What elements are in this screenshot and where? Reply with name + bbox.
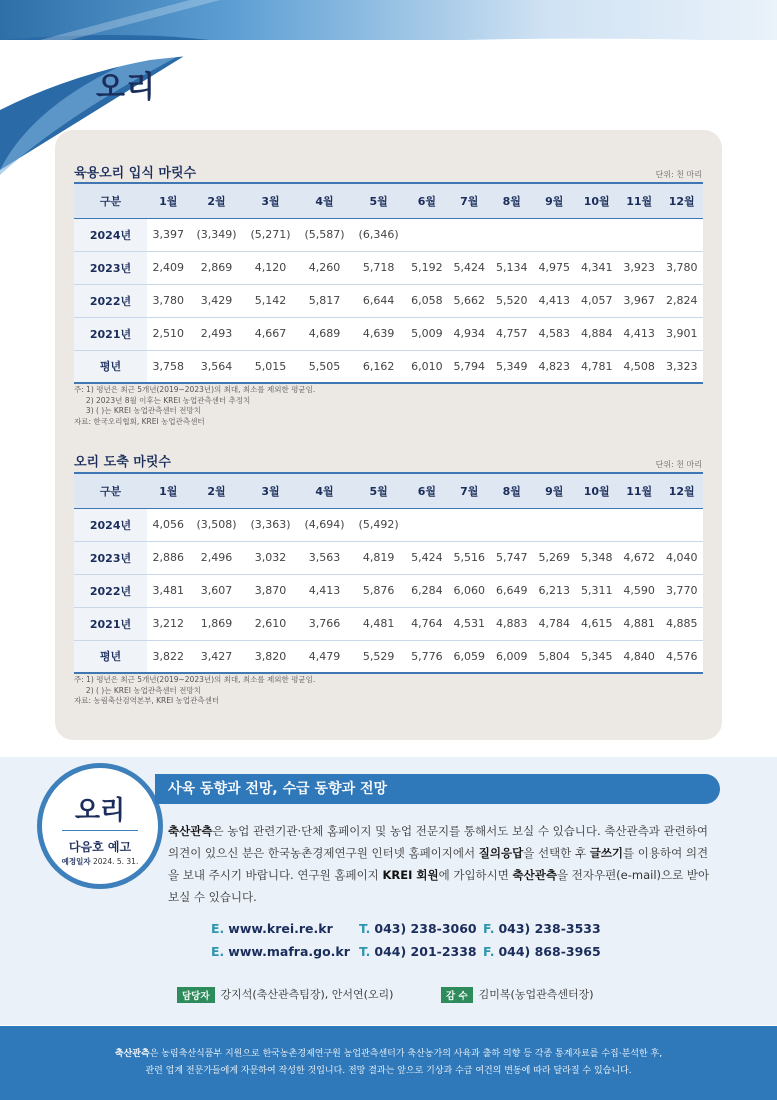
badge-title: 오리 [74, 796, 126, 826]
table-cell: 4,819 [352, 541, 406, 574]
table2-notes [74, 675, 315, 707]
header-month: 3월 [244, 473, 298, 508]
table-cell: 4,508 [618, 350, 660, 383]
table-cell: 5,349 [491, 350, 533, 383]
table-cell: 4,479 [298, 640, 352, 673]
table-cell: 5,269 [533, 541, 575, 574]
manager-info [177, 986, 393, 1003]
table-cell: 2,824 [660, 284, 703, 317]
para-text-3: 를 이용하여 의견을 보내 주시기 바랍니다. 연구원 홈페이지 [168, 846, 709, 882]
email-key: E. [211, 944, 225, 959]
table-cell: 6,009 [491, 640, 533, 673]
table-cell: 5,134 [491, 251, 533, 284]
table-header-row [74, 183, 703, 218]
header-month: 5월 [352, 183, 406, 218]
manager-tag: 담당자 [177, 987, 215, 1003]
table-cell: 3,429 [189, 284, 243, 317]
table-cell [575, 218, 617, 251]
table-cell: 4,583 [533, 317, 575, 350]
table-cell: 2,869 [189, 251, 243, 284]
duck-stocking-table [74, 182, 703, 384]
header-month: 7월 [448, 473, 490, 508]
row-label: 2022년 [74, 284, 147, 317]
header-month: 5월 [352, 473, 406, 508]
table-cell: 5,348 [575, 541, 617, 574]
table-cell: 3,820 [244, 640, 298, 673]
website-link[interactable] [211, 944, 361, 959]
row-label: 2024년 [74, 508, 147, 541]
table-cell: (3,363) [244, 508, 298, 541]
table-cell: 3,766 [298, 607, 352, 640]
table-cell: 5,529 [352, 640, 406, 673]
table-cell: 2,496 [189, 541, 243, 574]
note-line: 3) ( )는 KREI 농업관측센터 전망치 [74, 406, 201, 415]
table-cell: 3,427 [189, 640, 243, 673]
para-bold-2: 질의응답 [478, 846, 524, 860]
header-month: 10월 [575, 183, 617, 218]
fax-key: F. [483, 944, 495, 959]
table-cell: 4,413 [618, 317, 660, 350]
section-bar-title: 사육 동향과 전망, 수급 동향과 전망 [155, 774, 720, 804]
table-cell: 3,032 [244, 541, 298, 574]
table-cell: 3,780 [660, 251, 703, 284]
header-month: 1월 [147, 473, 189, 508]
footer-line-1 [0, 1046, 777, 1063]
table-cell: 5,804 [533, 640, 575, 673]
table-cell: 5,747 [491, 541, 533, 574]
table-cell: 3,967 [618, 284, 660, 317]
note-line: 자료: 농림축산검역본부, KREI 농업관측센터 [74, 696, 220, 705]
table-cell: 6,059 [448, 640, 490, 673]
table-cell: 2,493 [189, 317, 243, 350]
table-cell: 4,040 [660, 541, 703, 574]
table-row [74, 640, 703, 673]
table-cell: 5,311 [575, 574, 617, 607]
row-label: 2024년 [74, 218, 147, 251]
table-cell: (3,349) [189, 218, 243, 251]
header-month: 9월 [533, 473, 575, 508]
table-cell: 5,817 [298, 284, 352, 317]
table-cell: 4,056 [147, 508, 189, 541]
table-cell: 2,610 [244, 607, 298, 640]
table-cell: 5,345 [575, 640, 617, 673]
table2-title: 오리 도축 마릿수 [74, 455, 171, 470]
info-paragraph [168, 820, 716, 908]
header-month: 2월 [189, 473, 243, 508]
phone-value: 044) 201-2338 [374, 944, 477, 959]
table-cell [406, 218, 448, 251]
table-cell: 4,413 [298, 574, 352, 607]
table-cell: 2,510 [147, 317, 189, 350]
table-cell: 6,644 [352, 284, 406, 317]
table-cell: 4,341 [575, 251, 617, 284]
table-cell [406, 508, 448, 541]
table-cell: 6,060 [448, 574, 490, 607]
header-month: 3월 [244, 183, 298, 218]
table-row [74, 317, 703, 350]
table-row [74, 607, 703, 640]
table-cell: 3,397 [147, 218, 189, 251]
row-label: 2023년 [74, 541, 147, 574]
badge-date-label: 예정일자 [61, 857, 91, 866]
badge-date-value: 2024. 5. 31. [93, 857, 139, 866]
table-cell: 4,639 [352, 317, 406, 350]
para-text-2: 을 선택한 후 [523, 846, 590, 860]
table-cell: 3,563 [298, 541, 352, 574]
row-label: 평년 [74, 350, 147, 383]
badge-divider [62, 830, 138, 831]
header-month: 4월 [298, 183, 352, 218]
table-cell: 4,757 [491, 317, 533, 350]
table-cell: 4,531 [448, 607, 490, 640]
note-line: 2) 2023년 8월 이후는 KREI 농업관측센터 추정치 [74, 395, 251, 405]
table-cell [618, 218, 660, 251]
note-line: 2) ( )는 KREI 농업관측센터 전망치 [74, 685, 201, 695]
phone [359, 921, 489, 936]
table-cell: 6,010 [406, 350, 448, 383]
email-key: E. [211, 921, 225, 936]
footer-notice [0, 1026, 777, 1100]
website-link[interactable] [211, 921, 361, 936]
table-cell: (5,271) [244, 218, 298, 251]
table-cell: 4,840 [618, 640, 660, 673]
table-cell: 5,142 [244, 284, 298, 317]
table-cell: 5,718 [352, 251, 406, 284]
table-cell: (4,694) [298, 508, 352, 541]
table-cell [448, 508, 490, 541]
table-cell [491, 218, 533, 251]
table-cell: 3,822 [147, 640, 189, 673]
table-cell: 6,213 [533, 574, 575, 607]
header-month: 8월 [491, 183, 533, 218]
table-cell: 4,784 [533, 607, 575, 640]
para-text-1: 은 농업 관련기관·단체 홈페이지 및 농업 전문지를 통해서도 보실 수 있습니다. 축산관측과 관련하여 의견이 있으신 분은 한국농촌경제연구원 인터넷 홈페이지에서 [168, 824, 708, 860]
table-cell: 6,162 [352, 350, 406, 383]
table-cell: 4,689 [298, 317, 352, 350]
table-cell: 5,876 [352, 574, 406, 607]
table-cell: 2,409 [147, 251, 189, 284]
row-label: 2023년 [74, 251, 147, 284]
table-cell: 4,781 [575, 350, 617, 383]
table-cell: 3,481 [147, 574, 189, 607]
table-row [74, 350, 703, 383]
header-month: 12월 [660, 183, 703, 218]
table-cell: 3,564 [189, 350, 243, 383]
duck-slaughter-table [74, 472, 703, 674]
footer-text-1: 은 농림축산식품부 지원으로 한국농촌경제연구원 농업관측센터가 축산농가의 사육과 출하 의향 등 각종 통계자료를 수집·분석한 후, [149, 1049, 663, 1059]
para-text-4: 에 가입하시면 [438, 868, 513, 882]
header-month: 11월 [618, 473, 660, 508]
phone [359, 944, 489, 959]
row-label: 평년 [74, 640, 147, 673]
row-label: 2022년 [74, 574, 147, 607]
table-cell: 4,934 [448, 317, 490, 350]
table-cell: 3,780 [147, 284, 189, 317]
table-cell: 3,607 [189, 574, 243, 607]
table-cell: (3,508) [189, 508, 243, 541]
supervisor-tag: 감 수 [441, 987, 473, 1003]
table-cell: 4,667 [244, 317, 298, 350]
phone-key: T. [359, 944, 371, 959]
table-row [74, 508, 703, 541]
website-value: www.mafra.go.kr [228, 944, 350, 959]
table-cell: 3,212 [147, 607, 189, 640]
table-cell: (6,346) [352, 218, 406, 251]
table-cell: 6,649 [491, 574, 533, 607]
footer-line-2: 관련 업계 전문가들에게 자문하여 작성한 것입니다. 전망 결과는 앞으로 기상과 수급 여건의 변동에 따라 달라질 수 있습니다. [145, 1066, 632, 1076]
table-cell: 4,590 [618, 574, 660, 607]
table-cell: (5,492) [352, 508, 406, 541]
para-bold-1: 축산관측 [168, 824, 213, 838]
table-cell [660, 508, 703, 541]
fax-value: 043) 238-3533 [498, 921, 601, 936]
table-cell: 5,776 [406, 640, 448, 673]
table-cell: 5,424 [406, 541, 448, 574]
table-cell: 6,284 [406, 574, 448, 607]
table-cell: 4,823 [533, 350, 575, 383]
manager-names: 강지석(축산관측팀장), 안서연(오리) [220, 988, 394, 1001]
table-cell: (5,587) [298, 218, 352, 251]
para-text-5: 을 전자우편(e-mail)으로 받아 보실 수 있습니다. [168, 868, 710, 904]
table-cell: 5,009 [406, 317, 448, 350]
fax [483, 921, 613, 936]
table-cell: 5,794 [448, 350, 490, 383]
header-category: 구분 [74, 473, 147, 508]
table-cell: 5,424 [448, 251, 490, 284]
table1-notes [74, 385, 315, 427]
table-cell: 4,413 [533, 284, 575, 317]
table-cell [448, 218, 490, 251]
note-line: 주: 1) 평년은 최근 5개년(2019~2023년)의 최대, 최소를 제외한 평균임. [74, 675, 316, 684]
table-cell [491, 508, 533, 541]
table-row [74, 218, 703, 251]
table-cell: 5,192 [406, 251, 448, 284]
badge-date [42, 856, 158, 867]
table-row [74, 251, 703, 284]
table-cell: 4,975 [533, 251, 575, 284]
footer-bold: 축산관측 [114, 1049, 150, 1059]
table-cell: 4,057 [575, 284, 617, 317]
header-month: 11월 [618, 183, 660, 218]
table-cell [618, 508, 660, 541]
table-cell: 4,260 [298, 251, 352, 284]
table-cell: 5,015 [244, 350, 298, 383]
table-cell [533, 218, 575, 251]
table-row [74, 284, 703, 317]
para-bold-4: KREI 회원 [382, 868, 439, 882]
table-cell: 3,923 [618, 251, 660, 284]
table-cell: 4,615 [575, 607, 617, 640]
note-line: 자료: 한국오리협회, KREI 농업관측센터 [74, 416, 205, 426]
header-month: 4월 [298, 473, 352, 508]
header-month: 9월 [533, 183, 575, 218]
phone-value: 043) 238-3060 [374, 921, 477, 936]
table-cell [660, 218, 703, 251]
table-cell [533, 508, 575, 541]
table-cell: 4,881 [618, 607, 660, 640]
table1-unit: 단위: 천 마리 [655, 170, 702, 179]
table-cell [575, 508, 617, 541]
page-title: 오리 [96, 70, 156, 105]
table-cell: 4,481 [352, 607, 406, 640]
table-row [74, 574, 703, 607]
fax [483, 944, 613, 959]
table-cell: 5,662 [448, 284, 490, 317]
header-month: 12월 [660, 473, 703, 508]
fax-key: F. [483, 921, 495, 936]
header-month: 6월 [406, 473, 448, 508]
table-cell: 5,520 [491, 284, 533, 317]
table-cell: 4,884 [575, 317, 617, 350]
table-cell: 4,764 [406, 607, 448, 640]
table-cell: 3,770 [660, 574, 703, 607]
header-month: 10월 [575, 473, 617, 508]
table-cell: 3,323 [660, 350, 703, 383]
table-cell: 3,758 [147, 350, 189, 383]
table-cell: 5,516 [448, 541, 490, 574]
para-bold-3: 글쓰기 [589, 846, 624, 860]
table-cell: 2,886 [147, 541, 189, 574]
table-cell: 3,901 [660, 317, 703, 350]
phone-key: T. [359, 921, 371, 936]
para-bold-5: 축산관측 [512, 868, 557, 882]
next-issue-badge [37, 763, 163, 889]
header-month: 1월 [147, 183, 189, 218]
table-cell: 4,576 [660, 640, 703, 673]
row-label: 2021년 [74, 317, 147, 350]
table-cell: 6,058 [406, 284, 448, 317]
supervisor-info [441, 986, 594, 1003]
badge-next-label: 다음호 예고 [68, 840, 132, 854]
website-value: www.krei.re.kr [228, 921, 333, 936]
header-month: 2월 [189, 183, 243, 218]
header-month: 7월 [448, 183, 490, 218]
fax-value: 044) 868-3965 [498, 944, 601, 959]
header-month: 8월 [491, 473, 533, 508]
table2-unit: 단위: 천 마리 [655, 460, 702, 469]
table-row [74, 541, 703, 574]
header-month: 6월 [406, 183, 448, 218]
row-label: 2021년 [74, 607, 147, 640]
table-cell: 4,885 [660, 607, 703, 640]
table-cell: 4,120 [244, 251, 298, 284]
table-cell: 5,505 [298, 350, 352, 383]
table-cell: 4,672 [618, 541, 660, 574]
supervisor-name: 김미복(농업관측센터장) [478, 988, 594, 1001]
note-line: 주: 1) 평년은 최근 5개년(2019~2023년)의 최대, 최소를 제외한 평균임. [74, 385, 316, 394]
table-cell: 3,870 [244, 574, 298, 607]
header-category: 구분 [74, 183, 147, 218]
table-cell: 4,883 [491, 607, 533, 640]
table1-title: 육용오리 입식 마릿수 [74, 166, 197, 181]
table-header-row [74, 473, 703, 508]
table-cell: 1,869 [189, 607, 243, 640]
